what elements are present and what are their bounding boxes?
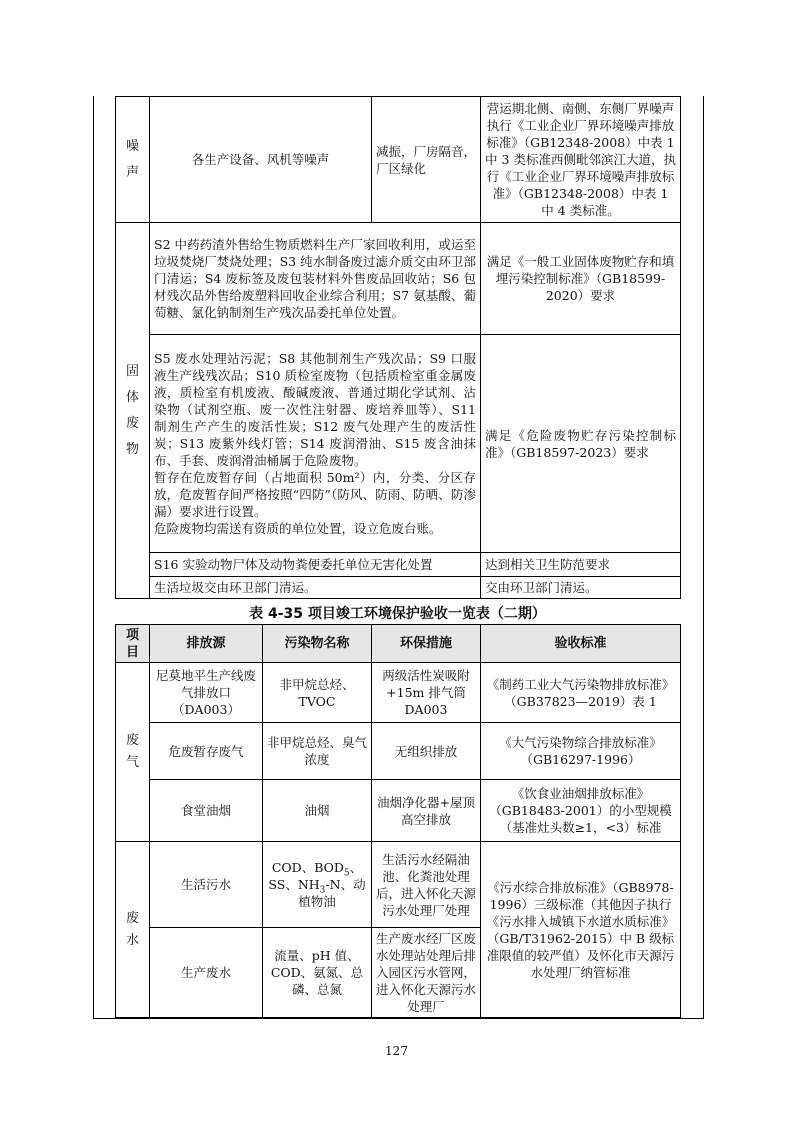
header-standard: 验收标准: [481, 625, 681, 663]
gas-measure: 两级活性炭吸附+15m 排气筒 DA003: [372, 663, 481, 723]
gas-pollutant: 非甲烷总烃、TVOC: [263, 663, 372, 723]
page-number: 127: [385, 1044, 408, 1058]
table-row-noise: [116, 97, 681, 223]
table-caption: 表 4-35 项目竣工环境保护验收一览表（二期）: [249, 606, 546, 622]
noise-measure: 减振，厂房隔音，厂区绿化: [372, 97, 481, 223]
table-row: [116, 663, 681, 723]
table-continued: [115, 96, 681, 599]
noise-standard: 营运期北侧、南侧、东侧厂界噪声执行《工业企业厂界环境噪声排放标准》（GB12348-2008）中表 1 中 3 类标准西侧毗邻滨江大道，执行《工业企业厂界环境噪声排放标准》（GB12348-2008）中表 1 中 4 类标准。: [481, 97, 681, 223]
header-pollutant: 污染物名称: [263, 625, 372, 663]
header-measure: 环保措施: [372, 625, 481, 663]
gas-standard: 《饮食业油烟排放标准》（GB18483-2001）的小型规模（基准灶头数≥1，<3）标准: [481, 780, 681, 842]
hazardous-list: S5 废水处理站污泥；S8 其他制剂生产残次品；S9 口服液生产线残次品；S10 质检室废物（包括质检室重金属废液，质检室有机废液、酸碱废液、普通过期化学试剂、沾染物（试剂空瓶、废一次性注射器、废培养皿等）、S11 制剂生产产生的废活性炭；S12 废气处理产生的废活性炭；S13 废紫外线灯管；S14 废润滑油、S15 废含油抹布、手套、废润滑油桶属于危险废物。: [154, 351, 476, 468]
hazardous-standard: 满足《危险废物贮存污染控制标准》（GB18597-2023）要求: [481, 335, 681, 553]
table-row-animal: [116, 553, 681, 577]
water-source: 生活污水: [150, 842, 263, 928]
gas-measure: 无组织排放: [372, 723, 481, 780]
category-waste-water: 废 水: [116, 842, 150, 1018]
water-measure: 生产废水经厂区废水处理站处理后排入园区污水管网，进入怀化天源污水处理厂: [372, 928, 481, 1018]
water-pollutant: COD、$BOD_5$、SS、$NH_3-N$、动植物油: [263, 842, 372, 928]
gas-measure: 油烟净化器+屋顶高空排放: [372, 780, 481, 842]
table-row: [116, 842, 681, 928]
gas-source: 尼莫地平生产线废气排放口（DA003）: [150, 663, 263, 723]
general-solid-disposal: S2 中药药渣外售给生物质燃料生产厂家回收利用，或运至垃圾焚烧厂焚烧处理；S3 纯水制备废过滤介质交由环卫部门清运；S4 废标签及废包装材料外售废品回收站；S6 包材残次品外售给废塑料回收企业综合利用；S7 氨基酸、葡萄糖、氯化钠制剂生产残次品委托单位处置。: [150, 223, 481, 335]
category-noise: 噪 声: [116, 97, 150, 223]
gas-source: 食堂油烟: [150, 780, 263, 842]
acceptance-table: [115, 624, 681, 1018]
gas-standard: 《大气污染物综合排放标准》（GB16297-1996）: [481, 723, 681, 780]
gas-pollutant: 油烟: [263, 780, 372, 842]
category-waste-gas: 废 气: [116, 663, 150, 842]
category-solid-waste: 固 体 废 物: [116, 223, 150, 599]
table-row: [116, 780, 681, 842]
animal-standard: 达到相关卫生防范要求: [481, 553, 681, 577]
table-header-row: [116, 625, 681, 663]
gas-source: 危废暂存废气: [150, 723, 263, 780]
domestic-standard: 交由环卫部门清运。: [481, 577, 681, 599]
header-source: 排放源: [150, 625, 263, 663]
gas-standard: 《制药工业大气污染物排放标准》（GB37823—2019）表 1: [481, 663, 681, 723]
gas-pollutant: 非甲烷总烃、臭气浓度: [263, 723, 372, 780]
table-row-domestic: [116, 577, 681, 599]
water-source: 生产废水: [150, 928, 263, 1018]
hazardous-disposal: [150, 335, 481, 553]
domestic-disposal: 生活垃圾交由环卫部门清运。: [150, 577, 481, 599]
water-standard: 《污水综合排放标准》（GB8978-1996）三级标准（其他因子执行《污水排入城镇下水道水质标准》（GB/T31962-2015）中 B 级标准限值的较严值）及怀化市天源污水处理厂纳管标准: [481, 842, 681, 1018]
table-row-general-solid: [116, 223, 681, 335]
hazardous-final: 危险废物均需送有资质的单位处置，设立危废台账。: [154, 521, 442, 536]
animal-disposal: S16 实验动物尸体及动物粪便委托单位无害化处置: [150, 553, 481, 577]
table-row-hazardous: [116, 335, 681, 553]
hazardous-storage: 暂存在危废暂存间（占地面积 50m²）内，分类、分区存放，危废暂存间严格按照“四防”（防风、防雨、防晒、防渗漏）要求进行设置。: [154, 470, 476, 519]
water-pollutant: 流量、pH 值、COD、氨氮、总磷、总氮: [263, 928, 372, 1018]
table-row: [116, 723, 681, 780]
general-solid-standard: 满足《一般工业固体废物贮存和填埋污染控制标准》（GB18599-2020）要求: [481, 223, 681, 335]
water-measure: 生活污水经隔油池、化粪池处理后，进入怀化天源污水处理厂处理: [372, 842, 481, 928]
noise-source: 各生产设备、风机等噪声: [150, 97, 372, 223]
header-item: 项 目: [116, 625, 150, 663]
